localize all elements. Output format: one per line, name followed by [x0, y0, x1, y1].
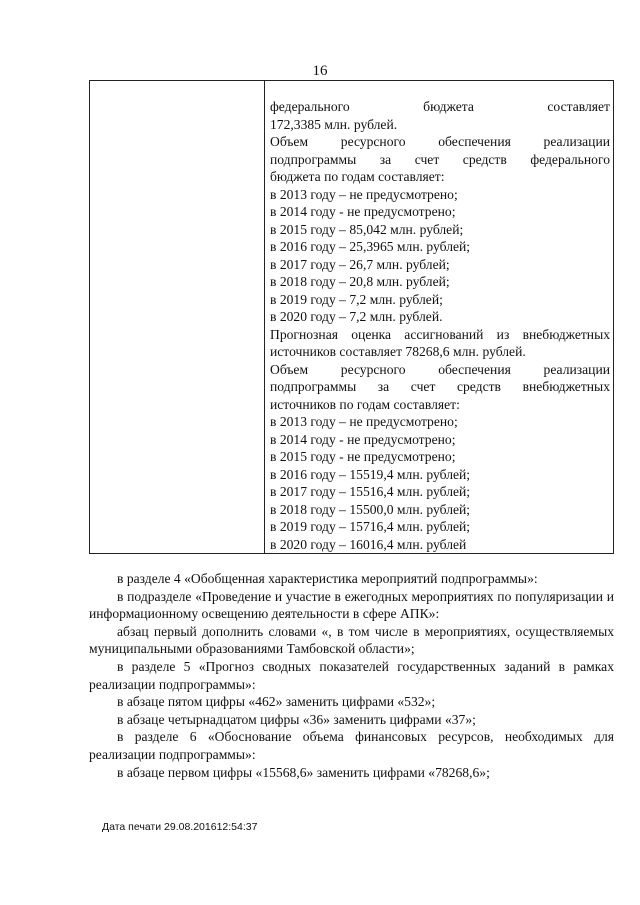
- cell-line: 172,3385 млн. рублей.: [270, 116, 398, 132]
- cell-line: в 2013 году – не предусмотрено;: [270, 186, 458, 202]
- cell-line: источников составляет 78268,6 млн. рублей.: [270, 344, 526, 359]
- table-column-divider: [264, 81, 265, 553]
- paragraph: в абзаце первом цифры «15568,6» заменить цифрами «78268,6»;: [117, 764, 490, 780]
- cell-line: в 2019 году – 15716,4 млн. рублей;: [270, 519, 471, 534]
- paragraph: в подразделе «Проведение и участие в ежегодных мероприятиях по популяризации и информационному освещению деятельности в сфере АПК»:: [89, 588, 614, 622]
- cell-line: в 2013 году – не предусмотрено;: [270, 414, 458, 429]
- cell-line: Объем ресурсного обеспечения реализации: [270, 134, 610, 149]
- cell-line: источников по годам составляет:: [270, 396, 460, 412]
- resource-table: [89, 80, 614, 554]
- cell-line: в 2017 году – 26,7 млн. рублей;: [270, 256, 450, 272]
- paragraph: абзац первый дополнить словами «, в том числе в мероприятиях, осуществляемых муниципальными образованиями Тамбовской области»;: [89, 623, 614, 657]
- paragraph: в абзаце пятом цифры «462» заменить цифрами «532»;: [117, 694, 436, 710]
- amendments-text: [89, 570, 614, 781]
- cell-line: подпрограммы за счет средств федерального: [270, 151, 610, 167]
- cell-line: федерального бюджета составляет: [270, 99, 610, 114]
- table-right-cell: [270, 98, 610, 553]
- cell-line: в 2016 году – 15519,4 млн. рублей;: [270, 466, 471, 482]
- cell-line: в 2020 году – 7,2 млн. рублей.: [270, 309, 443, 324]
- paragraph: в разделе 5 «Прогноз сводных показателей государственных заданий в рамках реализации подпрограммы»:: [89, 658, 614, 692]
- cell-line: в 2018 году – 15500,0 млн. рублей;: [270, 501, 471, 517]
- cell-line: в 2019 году – 7,2 млн. рублей;: [270, 291, 443, 307]
- cell-line: бюджета по годам составляет:: [270, 169, 445, 184]
- cell-line: Прогнозная оценка ассигнований из внебюджетных: [270, 326, 610, 342]
- cell-line: в 2015 году - не предусмотрено;: [270, 449, 456, 464]
- cell-line: в 2014 году - не предусмотрено;: [270, 204, 456, 219]
- cell-line: в 2016 году – 25,3965 млн. рублей;: [270, 239, 471, 254]
- paragraph: в абзаце четырнадцатом цифры «36» заменить цифрами «37»;: [117, 711, 476, 727]
- cell-line: Объем ресурсного обеспечения реализации: [270, 361, 610, 377]
- cell-line: в 2017 году – 15516,4 млн. рублей;: [270, 484, 471, 499]
- cell-line: в 2014 году - не предусмотрено;: [270, 431, 456, 447]
- print-date-footer: Дата печати 29.08.201612:54:37: [102, 821, 258, 833]
- cell-line: подпрограммы за счет средств внебюджетных: [270, 379, 610, 394]
- paragraph: в разделе 4 «Обобщенная характеристика мероприятий подпрограммы»:: [117, 571, 538, 586]
- paragraph: в разделе 6 «Обоснование объема финансовых ресурсов, необходимых для реализации подпрограммы»:: [89, 729, 614, 762]
- cell-line: в 2020 году – 16016,4 млн. рублей: [270, 536, 467, 552]
- page-number: 16: [312, 63, 328, 79]
- cell-line: в 2015 году – 85,042 млн. рублей;: [270, 221, 464, 237]
- cell-line: в 2018 году – 20,8 млн. рублей;: [270, 274, 450, 289]
